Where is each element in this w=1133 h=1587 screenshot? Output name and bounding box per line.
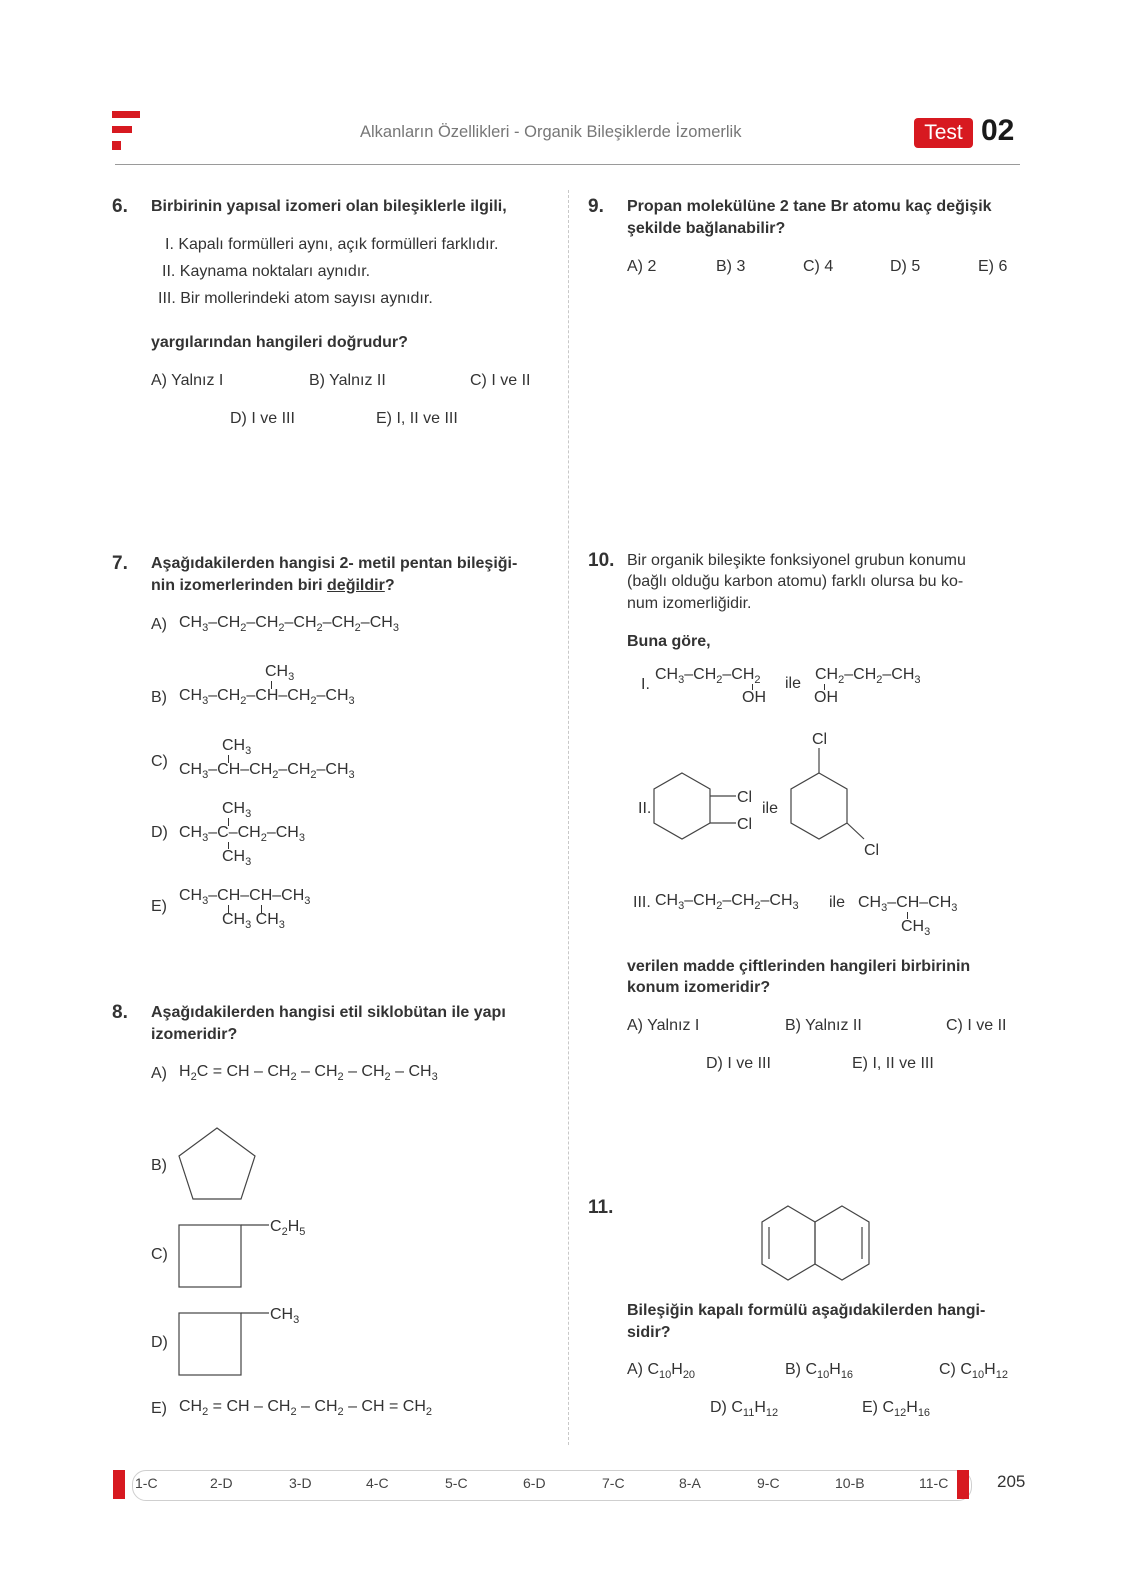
q7-formula-d-bottom: $CH_3$ <box>222 848 252 868</box>
q9-choice-a[interactable]: A) 2 <box>627 258 657 275</box>
svg-text:Cl: Cl <box>737 816 753 833</box>
q11-choice-d[interactable]: D) $C_{11}H_{12}$ <box>710 1399 779 1419</box>
ethylcyclobutane-structure <box>172 1212 322 1292</box>
q11-choice-e[interactable]: E) $C_{12}H_{16}$ <box>862 1399 931 1419</box>
q9-stem-line2: şekilde bağlanabilir? <box>627 220 786 237</box>
q7-choice-c-letter[interactable]: C) <box>151 753 168 770</box>
q6-stem: Birbirinin yapısal izomeri olan bileşiklerle ilgili, <box>151 198 507 215</box>
q10-pair-1-formula-a: $CH_3-CH_2-CH_2$ <box>655 666 761 686</box>
q7-formula-e-branches: $CH_3$ $CH_3$ <box>222 911 285 931</box>
q6-number: 6. <box>112 196 128 217</box>
q10-pair-3-label: III. <box>633 894 651 911</box>
q8-choice-e-letter[interactable]: E) <box>151 1400 167 1417</box>
q10-pair-2-connector: ile <box>762 800 779 817</box>
q8-number: 8. <box>112 1002 128 1023</box>
q10-choice-c[interactable]: C) I ve II <box>946 1017 1007 1034</box>
q10-pair-1-oh-b: OH <box>814 689 838 706</box>
q7-formula-c-branch: $CH_3$ <box>222 737 252 757</box>
q6-statement-1: I. Kapalı formülleri aynı, açık formülleri farklıdır. <box>165 236 499 253</box>
q10-pair-2-label: II. <box>638 800 652 817</box>
column-divider <box>568 190 569 1445</box>
q8-choice-d-letter[interactable]: D) <box>151 1334 168 1351</box>
q6-question: yargılarından hangileri doğrudur? <box>151 334 408 351</box>
cyclopentane-structure <box>172 1120 262 1206</box>
q10-question-line2: konum izomeridir? <box>627 979 771 996</box>
answer-key-item: 4-C <box>366 1475 389 1491</box>
q7-formula-c: $CH_3-CH-CH_2-CH_2-CH_3$ <box>179 761 355 781</box>
q6-statement-3: III. Bir mollerindeki atom sayısı aynıdır. <box>158 290 433 307</box>
svg-text:Cl: Cl <box>737 789 753 806</box>
q8-formula-a: $H_2C$ = CH – $CH_2 - CH_2 - CH_2 - CH_3$ <box>179 1063 438 1083</box>
test-badge: Test <box>914 118 973 148</box>
q10-pair-1-formula-b: $CH_2-CH_2-CH_3$ <box>815 666 921 686</box>
footer-red-bar-left <box>113 1470 125 1499</box>
q10-choice-a[interactable]: A) Yalnız I <box>627 1017 700 1034</box>
q10-pair-3-formula-b: $CH_3-CH-CH_3$ <box>858 894 958 914</box>
q10-pair-1-label: I. <box>641 676 650 693</box>
q7-choice-b-letter[interactable]: B) <box>151 689 167 706</box>
svg-text:Cl: Cl <box>812 731 828 748</box>
q8-choice-c-letter[interactable]: C) <box>151 1246 168 1263</box>
q6-choice-e[interactable]: E) I, II ve III <box>376 410 458 427</box>
q6-choice-c[interactable]: C) I ve II <box>470 372 531 389</box>
answer-key-item: 11-C <box>919 1475 949 1491</box>
q10-choice-b[interactable]: B) Yalnız II <box>785 1017 862 1034</box>
q7-stem-qmark: ? <box>384 577 395 594</box>
q6-choice-a[interactable]: A) Yalnız I <box>151 372 224 389</box>
q7-formula-b-branch: $CH_3$ <box>265 663 295 683</box>
q11-choice-a-letter: A) <box>627 1361 643 1378</box>
q10-intro-line3: num izomerliğidir. <box>627 595 752 612</box>
q11-stem-line2: sidir? <box>627 1324 671 1341</box>
dichlorocyclohexane-1-2-structure <box>648 765 760 857</box>
q10-choice-d[interactable]: D) I ve III <box>706 1055 771 1072</box>
q8-choice-a-letter[interactable]: A) <box>151 1065 167 1082</box>
q7-choice-e-letter[interactable]: E) <box>151 898 167 915</box>
answer-key-item: 1-C <box>135 1475 158 1491</box>
q6-choice-d[interactable]: D) I ve III <box>230 410 295 427</box>
q7-formula-d-top: $CH_3$ <box>222 800 252 820</box>
footer-red-bar-right <box>957 1470 969 1499</box>
header-divider <box>115 164 1020 165</box>
hexahydronaphthalene-structure <box>756 1196 886 1300</box>
q10-pair-1-connector: ile <box>785 675 802 692</box>
answer-key-item: 9-C <box>757 1475 780 1491</box>
q11-choice-e-letter: E) <box>862 1399 878 1416</box>
answer-key-item: 6-D <box>523 1475 546 1491</box>
q7-stem-negation: değildir <box>327 577 385 594</box>
methylcyclobutane-structure <box>172 1300 322 1380</box>
q7-formula-d: $CH_3-C-CH_2-CH_3$ <box>179 824 305 844</box>
q7-number: 7. <box>112 553 128 574</box>
q11-choice-b-letter: B) <box>785 1361 801 1378</box>
q7-stem-line1: Aşağıdakilerden hangisi 2- metil pentan bileşiği- <box>151 555 518 572</box>
answer-key-item: 8-A <box>679 1475 701 1491</box>
page-header-title: Alkanların Özellikleri - Organik Bileşiklerde İzomerlik <box>360 123 742 141</box>
q11-choice-b[interactable]: B) $C_{10}H_{16}$ <box>785 1361 854 1381</box>
q8-stem-line2: izomeridir? <box>151 1026 238 1043</box>
q9-choice-e[interactable]: E) 6 <box>978 258 1008 275</box>
q7-choice-d-letter[interactable]: D) <box>151 824 168 841</box>
svg-text:CH3: $CH_3$ <box>270 1306 300 1326</box>
answer-key-item: 7-C <box>602 1475 625 1491</box>
q10-lead: Buna göre, <box>627 633 711 650</box>
q10-pair-3-branch: $CH_3$ <box>901 918 931 938</box>
q7-choice-a-letter[interactable]: A) <box>151 616 167 633</box>
q9-choice-b[interactable]: B) 3 <box>716 258 746 275</box>
q11-choice-d-letter: D) <box>710 1399 727 1416</box>
q11-choice-c[interactable]: C) $C_{10}H_{12}$ <box>939 1361 1008 1381</box>
page-number: 205 <box>997 1472 1026 1491</box>
dichlorocyclohexane-1-3-structure <box>780 726 900 864</box>
q9-choice-c[interactable]: C) 4 <box>803 258 834 275</box>
q10-pair-1-oh-a: OH <box>742 689 766 706</box>
q8-formula-e: $CH_2$ = CH – $CH_2 - CH_2$ – CH = $CH_2$ <box>179 1398 433 1418</box>
q11-stem-line1: Bileşiğin kapalı formülü aşağıdakilerden hangi- <box>627 1302 986 1319</box>
q10-intro-line1: Bir organik bileşikte fonksiyonel grubun konumu <box>627 552 966 569</box>
q7-formula-b: $CH_3-CH_2-CH-CH_2-CH_3$ <box>179 687 355 707</box>
q9-stem-line1: Propan molekülüne 2 tane Br atomu kaç değişik <box>627 198 992 215</box>
svg-text:C2H5: $C_2H_5$ <box>270 1218 306 1238</box>
q6-statement-2: II. Kaynama noktaları aynıdır. <box>162 263 371 280</box>
q8-stem-line1: Aşağıdakilerden hangisi etil siklobütan ile yapı <box>151 1004 506 1021</box>
q11-number: 11. <box>588 1197 614 1218</box>
q11-choice-a[interactable]: A) $C_{10}H_{20}$ <box>627 1361 696 1381</box>
answer-key-item: 5-C <box>445 1475 468 1491</box>
q7-stem-text: nin izomerlerinden biri <box>151 577 328 594</box>
q10-pair-3-connector: ile <box>829 894 846 911</box>
q10-intro-line2: (bağlı olduğu karbon atomu) farklı olursa bu ko- <box>627 573 964 590</box>
q7-formula-a: $CH_3-CH_2-CH_2-CH_2-CH_2-CH_3$ <box>179 614 399 634</box>
q6-choice-b[interactable]: B) Yalnız II <box>309 372 386 389</box>
answer-key-item: 10-B <box>835 1475 865 1491</box>
q10-question-line1: verilen madde çiftlerinden hangileri birbirinin <box>627 958 971 975</box>
q7-formula-e: $CH_3-CH-CH-CH_3$ <box>179 887 311 907</box>
q8-choice-b-letter[interactable]: B) <box>151 1157 167 1174</box>
answer-key-item: 2-D <box>210 1475 233 1491</box>
q11-choice-c-letter: C) <box>939 1361 956 1378</box>
q9-number: 9. <box>588 196 604 217</box>
q9-choice-d[interactable]: D) 5 <box>890 258 921 275</box>
q10-number: 10. <box>588 550 615 571</box>
svg-text:Cl: Cl <box>864 842 880 859</box>
q7-stem-line2 <box>151 575 395 597</box>
answer-key-item: 3-D <box>289 1475 312 1491</box>
publisher-logo <box>112 111 142 153</box>
test-number: 02 <box>981 114 1015 147</box>
q10-choice-e[interactable]: E) I, II ve III <box>852 1055 934 1072</box>
q10-pair-3-formula-a: $CH_3-CH_2-CH_2-CH_3$ <box>655 892 799 912</box>
